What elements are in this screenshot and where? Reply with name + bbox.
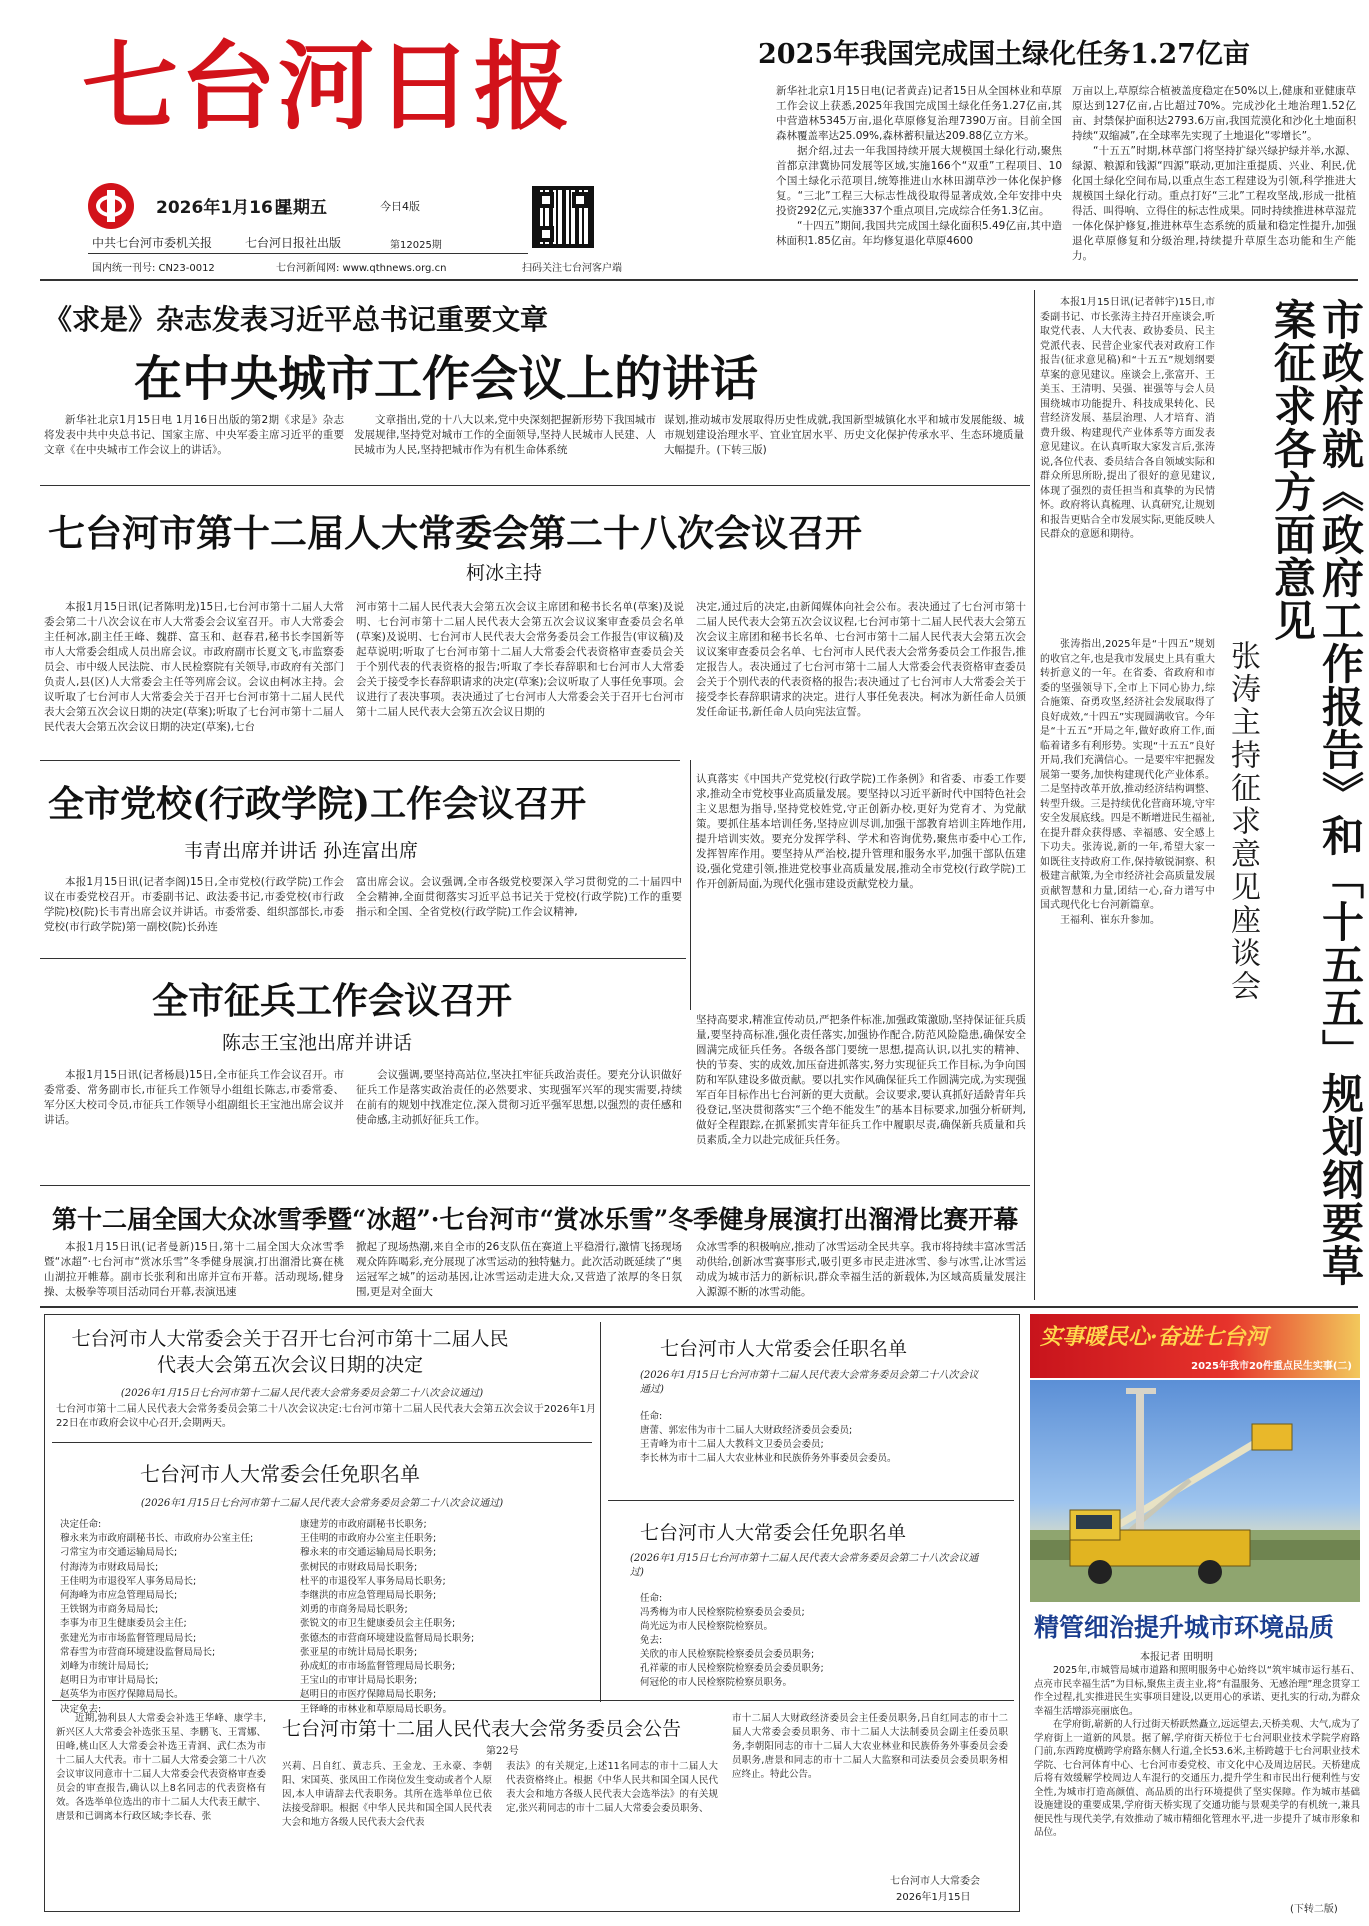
notice3-right-list: 康建芳的市政府副秘书长职务; 王佳明的市政府办公室主任职务; 穆永来的市交通运输局局长职务; 张树民的市财政局局长职务; 杜平的市退役军人事务局局长职务; 李继洪的市应急管理局局长职务; 刘勇的市商务局局长职务; 张锐文的市卫生健康委员会主任职务; 张德杰的市营商环境建设监督局局长职务; 张亚星的市统计局局长职务; 孙成虹的市市场监督管理局局长职务; 王宝山的市审计局局长职务; 赵明日的市医疗保障局局长职务; 王铎峰的市林业和草原局局长职务。 — [300, 1519, 475, 1715]
conscription-col1: 本报1月15日讯(记者杨晨)15日,全市征兵工作会议召开。市委常委、常务副市长,市征兵工作领导小组组长陈志,市委常委、军分区大校司令员,市征兵工作领导小组副组长王宝池出席会议并讲话。 — [44, 1069, 344, 1126]
notice3-left-list: 决定任命: 穆永来为市政府副秘书长、市政府办公室主任; 刁常宝为市交通运输局局长; 付海涛为市财政局局长; 王佳明为市退役军人事务局局长; 何海峰为市应急管理局局长; 王铁钢为市商务局局长; 李事为市卫生健康委员会主任; 张建光为市市场监督管理局局长; 常春雪为市营商环境建设监督局局长; 刘峰为市统计局局长; 赵明日为市审计局局长; 赵英华为市医疗保障局局长。 决定免去: — [60, 1519, 254, 1715]
rule-party-school — [40, 958, 686, 959]
party-school-col2: 富出席会议。会议强调,全市各级党校要深入学习贯彻党的二十届四中全会精神,全面贯彻落实习近平总书记关于党校(行政学院)工作的重要指示和全国、全省党校(行政学院)工作会议精神, — [356, 876, 682, 918]
rule-conscription — [40, 1185, 1030, 1186]
rule-npc — [40, 760, 680, 761]
issue-number: 第12025期 — [390, 240, 442, 251]
newspaper-logo — [88, 183, 134, 229]
feature-body2: 在学府街,崭新的人行过街天桥跃然矗立,远远望去,天桥美观、大气,成为了学府街上一道新的风景。据了解,学府街天桥位于七台河职业技术学院学府路门前,东西跨度横跨学府路东侧人行道,全长53.6米,主桥跨越于七台河职业技术学院、七台河体育中心、七台河市委党校、市文化中心及周边居民。天桥建成后将有效缓解学校周边人车混行的交通压力,提升学生和市民出行便利性与安全性,为城市打造高颜值、高品质的出行环境提供了坚实保障。作为城市基础设施建设的重要成果,学府街天桥实现了交通功能与景观美学的有机统一,兼具便民性与现代美学,有效推动了城市精细化管理水平,进一步提升了城市形象和品位。 — [1034, 1719, 1360, 1838]
sidebar-vertical-subtitle: 张涛主持征求意见座谈会 — [1225, 640, 1260, 1003]
rule-main-bottom — [40, 1306, 1358, 1308]
qr-code[interactable] — [532, 186, 594, 248]
npc-col2: 河市第十二届人民代表大会第五次会议主席团和秘书长名单(草案)及说明、七台河市第十二届人民代表大会第五次会议议案审查委员会名单(草案)及说明、七台河市人民代表大会常务委员会工作报告(审议稿)及起草说明;听取了七台河市第十二届人大常委会代表资格审查委员会关于个别代表的代表资格的报告;听取了李长春辞职和七台河市人大常委会关于接受李长春辞职请求的决定(草案);会议听取了人事任免事项。会议进行了表决事项。表决通过了七台河市人大常委会关于召开七台河市第十二届人民代表大会第五次会议日期的 — [356, 601, 684, 718]
header-rule — [40, 279, 1358, 281]
serial-number: 国内统一刊号: CN23-0012 — [92, 263, 215, 274]
ice-snow-col1: 本报1月15日讯(记者曼新)15日,第十二届全国大众冰雪季暨“冰超”·七台河市“赏冰乐雪”冬季健身展演,打出溜滑比赛在桃山湖拉开帷幕。副市长张利和出席并宣布开幕。活动现场,健身操、太极拳等项目活动同台开幕,表演迅速 — [44, 1241, 344, 1298]
feature-body1: 2025年,市城管局城市道路和照明服务中心始终以“筑牢城市运行基石、点亮市民幸福生活”为目标,聚焦主责主业,将“有温服务、无感治理”理念贯穿工作全过程,扎实推进民生实事项目建设,以更用心的承诺、更扎实的行动,为群众幸福生活增添亮丽底色。 — [1034, 1665, 1360, 1717]
notice5-col2: 兴莉、吕自红、黄志兵、王金龙、王永豪、李朝阳、宋国英、张凤田工作岗位发生变动或者个人原因,本人申请辞去代表职务。其所在选举单位已依法接受辞职。根据《中华人民共和国全国人民代表大会和地方各级人民代表大会代表 — [282, 1761, 492, 1828]
notice4-title: 七台河市人大常委会任免职名单 — [640, 1522, 907, 1544]
npc-col3: 决定,通过后的决定,由新闻媒体向社会公布。表决通过了七台河市第十二届人民代表大会第五次会议议程,七台河市第十二届人民代表大会第五次会议主席团和秘书长名单、七台河市第十二届人民代表大会第五次会议议案审查委员会名单、七台河市人民代表大会常务委员会工作报告,推定报告人。表决通过了七台河市第十二届人大常委会代表资格审查委员会关于个别代表的代表资格的报告;表决通过了七台河市人大常委会关于接受李长春辞职请求的决定。进行人事任免表决。柯冰为新任命人员颁发任命证书,新任命人员向宪法宣誓。 — [696, 601, 1026, 718]
notice5-col4: 市十二届人大财政经济委员会主任委员职务,吕自红同志的市十二届人大常委会委员职务、市十二届人大法制委员会副主任委员职务,李朝阳同志的市十二届人大农业林业和民族侨务外事委员会委员职务,唐景和同志的市十二届人大监察和司法委员会委员职务相应终止。特此公告。 — [732, 1713, 1008, 1780]
feature-title: 精管细治提升城市环境品质 — [1034, 1613, 1335, 1642]
notice5-title: 七台河市第十二届人民代表大会常务委员会公告 — [282, 1718, 682, 1740]
sidebar-body-top: 本报1月15日讯(记者韩宇)15日,市委副书记、市长张涛主持召开座谈会,听取党代表、人大代表、政协委员、民主党派代表、民营企业家代表对政府工作报告(征求意见稿)和“十五五”规划纲要草案的意见建议。座谈会上,张富开、王美玉、王清明、吴强、崔强等与会人员围绕城市功能提升、科技成果转化、民营经济发展、基层治理、人才培育、消费升级、构建现代产业体系等方面发表意见建议。在认真听取大家发言后,张涛说,各位代表、委员结合各自领域实际和群众所思所盼,提出了很好的意见建议,体现了强烈的责任担当和真挚的为民情怀。政府将认真梳理、认真研究,让规划和报告更贴合全市发展实际,更能反映人民群众的意愿和期待。 — [1040, 297, 1215, 540]
ice-snow-col2: 掀起了现场热潮,来自全市的26支队伍在赛道上平稳滑行,激情飞扬现场观众阵阵喝彩,充分展现了冰雪运动的独特魅力。此次活动既延续了“奥运冠军之城”的运动基因,让冰雪运动走进大众,又营造了浓厚的冬日氛围,更是对全面大 — [356, 1241, 682, 1298]
top-story-col2: 万亩以上,草原综合植被盖度稳定在50%以上,健康和亚健康草原达到127亿亩,占比超过70%。完成沙化土地治理1.52亿亩、封禁保护面积达2793.6万亩,我国荒漠化和沙化土地面积持续“双缩减”,在全球率先实现了土地退化“零增长”。 — [1072, 85, 1356, 142]
feature-continued: (下转二版) — [1290, 1904, 1338, 1915]
masthead-divider — [88, 253, 528, 254]
qr-caption: 扫码关注七台河客户端 — [522, 263, 622, 274]
notice3-title: 七台河市人大常委会任免职名单 — [140, 1462, 420, 1486]
notice4-body: 任命: 冯秀梅为市人民检察院检察委员会委员; 尚光远为市人民检察院检察员。 免去: 关欣的市人民检察院检察委员会委员职务; 孔祥蒙的市人民检察院检察委员会委员职务; 何冠伦的市人民检察院检察员职务。 — [640, 1593, 824, 1688]
top-story-col2b: “十五五”时期,林草部门将坚持扩绿兴绿护绿并举,水源、绿源、粮源和钱源“四源”联动,更加注重提质、兴业、利民,优化国土绿化空间布局,以重点生态工程建设为引领,科学推进大规模国土绿化行动。重点打好“三北”工程攻坚战,形成一批植得活、叫得响、立得住的标志性成果。同时持续推进林草湿荒一体化保护修复,推进林草生态系统的质量和稳定性提升,加强退化草原修复和分级治理,持续提升草原生态功能和生产能力。 — [1072, 145, 1356, 262]
lead-title: 在中央城市工作会议上的讲话 — [134, 351, 759, 407]
notice1-title: 七台河市人大常委会关于召开七台河市第十二届人民代表大会第五次会议日期的决定 — [71, 1328, 509, 1376]
notice2-note: (2026年1月15日七台河市第十二届人民代表大会常务委员会第二十八次会议通过) — [640, 1370, 979, 1395]
website-line: 七台河新闻网: www.qthnews.org.cn — [276, 263, 447, 274]
top-story-col1b: 据介绍,过去一年我国持续开展大规模国土绿化行动,聚焦首都京津冀协同发展等区域,实施166个“双重”工程项目、10个国土绿化示范项目,统筹推进山水林田湖草沙一体化保护修复。“三北”工程三大标志性战役取得显著成效,全年安排中央投资292亿元,实施337个重点项目,完成综合任务1.3亿亩。 — [776, 145, 1062, 217]
sidebar-vertical-title: 市政府就《政府工作报告》和「十五五」规划纲要草案征求各方面意见 — [1268, 298, 1365, 1287]
notice1-note: (2026年1月15日七台河市第十二届人民代表大会常务委员会第二十八次会议通过) — [120, 1388, 484, 1399]
sidebar-body-bottom: 张涛指出,2025年是“十四五”规划的收官之年,也是我市发展史上具有重大转折意义的一年。在省委、省政府和市委的坚强领导下,全市上下同心协力,综合施策、奋勇攻坚,经济社会发展取得了良好成效,“十四五”实现圆满收官。今年是“十五五”开局之年,做好政府工作,面临着诸多有利形势。实现“十五五”良好开局,我们充满信心。一是要牢牢把握发展第一要务,加快构建现代化产业体系。二是坚持改革开放,推动经济结构调整、转型升级。三是持续优化营商环境,守牢安全发展底线。四是不断增进民生福祉,在提升群众获得感、幸福感、安全感上下功夫。张涛说,新的一年,希望大家一如既往支持政府工作,保持敏锐洞察、积极建言献策,为全市经济社会高质量发展贡献智慧和力量,团结一心,奋力谱写中国式现代化七台河新篇章。 — [1040, 639, 1215, 911]
sponsor-line: 中共七台河市委机关报 — [92, 236, 213, 250]
conscription-title: 全市征兵工作会议召开 — [152, 980, 513, 1022]
party-school-subtitle: 韦青出席并讲话 孙连富出席 — [184, 840, 419, 862]
top-story-col1c: “十四五”期间,我国共完成国土绿化面积5.49亿亩,其中造林面积1.85亿亩。年均修复退化草原4600 — [776, 220, 1062, 247]
notice5-col1: 近期,勃利县人大常委会补选王华峰、康学丰,新兴区人大常委会补选张玉星、李鹏飞、王霄娜、田峰,桃山区人大常委会补选王青润、武仁杰为市十二届人大代表。市十二届人大常委会第二十八次会议审议同意市十二届人大常委会代表资格审查委员会的审查报告,确认以上8名同志的代表资格有效。各选举单位选出的市十二届人大代表王献宇、唐景和已调离本行政区域;李长春、张 — [56, 1713, 266, 1822]
lead-col1: 新华社北京1月15日电 1月16日出版的第2期《求是》杂志将发表中共中央总书记、国家主席、中央军委主席习近平的重要文章《在中央城市工作会议上的讲话》。 — [44, 414, 344, 456]
rule-n4 — [52, 1700, 1014, 1701]
ice-snow-title: 第十二届全国大众冰雪季暨“冰超”·七台河市“赏冰乐雪”冬季健身展演打出溜滑比赛开幕 — [52, 1205, 1019, 1234]
feature-byline: 本报记者 田明明 — [1140, 1652, 1214, 1663]
conscription-col2: 会议强调,要坚持高站位,坚决扛牢征兵政治责任。要充分认识做好征兵工作是落实政治责任的必然要求、实现强军兴军的现实需要,持续在前有的规划中找准定位,深入贯彻习近平强军思想,以强烈的责任感和使命感,主动抓好征兵工作。 — [356, 1069, 682, 1126]
feature-banner-sub: 2025年我市20件重点民生实事(二) — [1191, 1361, 1352, 1372]
notice5-col3: 表法》的有关规定,上述11名同志的市十二届人大代表资格终止。根据《中华人民共和国全国人民代表大会和地方各级人民代表大会选举法》的有关规定,张兴莉同志的市十二届人大常委会委员职务、 — [506, 1761, 718, 1814]
page-count: 今日4版 — [380, 200, 420, 213]
npc-title: 七台河市第十二届人大常委会第二十八次会议召开 — [48, 511, 862, 555]
masthead-title: 七台河日报 — [82, 30, 572, 143]
rule-v-sidebar — [1034, 290, 1035, 1300]
notice2-body: 任命: 唐蕾、郭宏伟为市十二届人大财政经济委员会委员; 王青峰为市十二届人大教科文卫委员会委员; 李长林为市十二届人大农业林业和民族侨务外事委员会委员。 — [640, 1411, 897, 1464]
lead-kicker: 《求是》杂志发表习近平总书记重要文章 — [44, 303, 549, 336]
lead-col3: 谋划,推动城市发展取得历史性成就,我国新型城镇化水平和城市发展能级、城市规划建设治理水平、宜业宜居水平、历史文化保护传承水平、生态环境质量大幅提升。(下转三版) — [664, 414, 1024, 456]
notice5-signature: 七台河市人大常委会 — [890, 1876, 980, 1887]
top-story-title: 2025年我国完成国土绿化任务1.27亿亩 — [758, 39, 1250, 70]
party-school-title: 全市党校(行政学院)工作会议召开 — [48, 783, 587, 825]
feature-photo — [1030, 1380, 1360, 1602]
party-school-col1: 本报1月15日讯(记者李阁)15日,全市党校(行政学院)工作会议在市委党校召开。市委副书记、政法委书记,市委党校(市行政学院)校(院)长韦青出席会议并讲话。市委常委、组织部部长,市委党校(市行政学院)第一副校(院)长孙连 — [44, 876, 344, 933]
npc-col1: 本报1月15日讯(记者陈明龙)15日,七台河市第十二届人大常委会第二十八次会议在市人大常委会会议室召开。市人大常委会主任柯冰,副主任王峰、魏群、富玉和、赵春君,秘书长李国新等市人大常委会组成人员出席会议。市政府副市长夏文飞,市监察委员会、市中级人民法院、市人民检察院有关领导,市政府有关部门负责人,县(区)人大常委会主任等列席会议。会议由柯冰主持。会议听取了七台河市人大常委会关于召开七台河市第十二届人民代表大会第五次会议日期的决定(草案);听取了七台河市第十二届人民代表大会第五次会议日期的决定(草案),七台 — [44, 601, 344, 733]
notice3-note: (2026年1月15日七台河市第十二届人民代表大会常务委员会第二十八次会议通过) — [140, 1498, 504, 1509]
lead-col2: 文章指出,党的十八大以来,党中央深刻把握新形势下我国城市发展规律,坚持党对城市工作的全面领导,坚持人民城市人民建、人民城市为人民,坚持把城市作为有机生命体系统 — [354, 414, 656, 456]
issue-date: 2026年1月16日 — [156, 198, 290, 218]
conscription-col3: 坚持高要求,精准宣传动员,严把条件标准,加强政策激励,坚持保证征兵质量,要坚持高标准,强化责任落实,加强协作配合,防范风险隐患,确保安全圆满完成征兵任务。各级各部门要统一思想,提高认识,以扎实的精神、快的节奏、实的成效,加压奋进抓落实,努力实现征兵工作目标,为争向国防和军队建设多做贡献。要以扎实作风确保征兵工作圆满完成,为实现强军百年目标作出七台河新的更大贡献。会议要求,要认真抓好适龄青年兵役登记,坚决贯彻落实“三个绝不能发生”的基本目标要求,加强分析研判,做好全程跟踪,在抓紧抓实青年征兵工作中履职尽责,确保新兵质量和兵员素质,全力以赴完成征兵任务。 — [696, 1014, 1026, 1146]
sidebar-signoff: 王福利、崔东升参加。 — [1060, 914, 1160, 926]
feature-banner-title: 实事暖民心·奋进七台河 — [1040, 1324, 1268, 1350]
rule-lead — [40, 485, 1030, 486]
rule-v-notices — [600, 1322, 601, 1702]
ice-snow-col3: 众冰雪季的积极响应,推动了冰雪运动全民共享。我市将持续丰富冰雪活动供给,创新冰雪赛事形式,吸引更多市民走进冰雪、参与冰雪,让冰雪运动成为城市活力的新标识,群众幸福生活的新载体,为区域高质量发展注入源源不断的冰雪动能。 — [696, 1241, 1026, 1298]
notice4-note: (2026年1月15日七台河市第十二届人民代表大会常务委员会第二十八次会议通过) — [630, 1553, 979, 1578]
conscription-subtitle: 陈志王宝池出席并讲话 — [222, 1032, 413, 1054]
rule-n2 — [608, 1500, 1014, 1501]
notice1-body: 七台河市第十二届人民代表大会常务委员会第二十八次会议决定:七台河市第十二届人民代表大会第五次会议于2026年1月22日在市政府会议中心召开,会期两天。 — [56, 1404, 596, 1429]
rule-n1 — [52, 1442, 592, 1443]
top-story-col1: 新华社北京1月15日电(记者黄垚)记者15日从全国林业和草原工作会议上获悉,2025年我国完成国土绿化任务1.27亿亩,其中营造林5345万亩,退化草原修复治理7390万亩。目前全国森林覆盖率达25.09%,森林蓄积量达209.88亿立方米。 — [776, 85, 1062, 142]
notice5-date: 2026年1月15日 — [896, 1892, 971, 1903]
npc-subtitle: 柯冰主持 — [466, 562, 543, 584]
notice2-title: 七台河市人大常委会任职名单 — [660, 1338, 908, 1360]
notice5-number: 第22号 — [486, 1746, 519, 1757]
feature-banner — [1030, 1314, 1360, 1378]
issue-weekday: 星期五 — [276, 198, 327, 218]
publisher-line: 七台河日报社出版 — [245, 236, 342, 250]
aerial-work-truck-image — [1030, 1380, 1360, 1602]
party-school-col3: 认真落实《中国共产党党校(行政学院)工作条例》和省委、市委工作要求,推动全市党校事业高质量发展。要坚持以习近平新时代中国特色社会主义思想为指导,坚持党校姓党,守正创新办校,更好为党育才、为党献策。要抓住基本培训任务,坚持应训尽训,加强干部教育培训主阵地作用,提升培训实效。要充分发挥学科、学术和咨询优势,聚焦市委中心工作,发挥智库作用。要坚持从严治校,提升管理和服务水平,加强干部队伍建设,强化党建引领,推进党校事业高质量发展,推动全市党校(行政学院)工作开创新局面,为现代化强市建设贡献党校力量。 — [696, 773, 1026, 890]
